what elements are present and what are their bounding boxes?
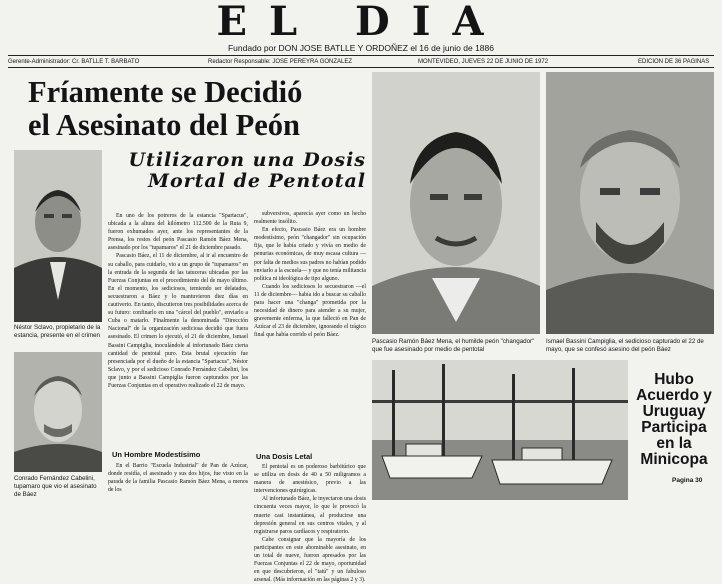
col1-paragraph-2: Pascasio Báez, el 11 de diciembre, al ir al encuentro de su caballo, para cuidarlo, vio a un grupo de "tupamaros" en la entrada de la segunda de las tatuceras ubicadas por las Fuerzas Conjuntas en el procedimiento del de mayo último. En el momento, los sediciosos, temiendo ser delatados, secuestraron a Báez y lo mantuvieron diez días en cautiverio. En tanto, discutieron tres posibilidades acerca de su futuro: confinarlo en una "cárcel del pueblo", enviarlo a Cuba o matarlo. Finalmente la denominada "Dirección Nacional" de la organización sediciosa decidió que fuera asesinado. El crimen lo ejecutó, el 21 de diciembre, Ismael Bassini Campiglia, inoculándole al infortunado Báez cierta cantidad de pentotal puro. Esta brutal ejecución fue presenciada por el dueño de la estancia "Spartacus", Néstor Sclavo, y por el sedicioso Conrado Fernández Cabelini, los que junto a Bassini Campiglia fueron capturados por las Fuerzas Conjuntas en el operativo realizado el 22 de mayo. bbox=[108, 253, 248, 389]
photo-bassini bbox=[546, 72, 714, 334]
photo-fernandez bbox=[14, 352, 102, 472]
manager-line: Gerente-Administrador: Cr. BATLLE T. BARBATO bbox=[8, 59, 140, 65]
box-line-2: Acuerdo y bbox=[636, 387, 712, 404]
caption-baez: Pascasio Ramón Báez Mena, el humilde peón "changador" que fue asesinado por medio de pentotal bbox=[372, 338, 535, 354]
masthead-rule-bottom bbox=[8, 67, 714, 68]
box-line-6: Minicopa bbox=[640, 451, 708, 468]
date-line: MONTEVIDEO, JUEVES 22 DE JUNIO DE 1972 bbox=[418, 59, 549, 65]
col2-paragraph-5: Al infortunado Báez, le inyectaron una dosis cincuenta veces mayor, lo que le provocó la muerte casi instantánea, al producirse una depresión general en sus centros vitales, y al registrarse paros cardíacos y respiratorio. bbox=[254, 496, 366, 535]
subhead-line-2: Mortal de Pentotal bbox=[147, 170, 366, 192]
article-column-1-cont bbox=[108, 462, 248, 500]
main-headline bbox=[28, 76, 368, 142]
editor-line: Redactor Responsable: JOSE PEREYRA GONZALEZ bbox=[208, 59, 353, 65]
masthead-rule-top bbox=[8, 55, 714, 56]
founded-line: Fundado por DON JOSE BATLLE Y ORDOÑEZ el 16 de junio de 1886 bbox=[227, 43, 494, 53]
col1-paragraph-3: En el Barrio "Escuela Industrial" de Pan de Azúcar, donde residía, el asesinado y sus dos hijos, fue visto en la parada de la familia Pascasio Ramón Báez Mena, a menos de los bbox=[108, 463, 248, 494]
col2-paragraph-1: subversivos, aparecía ayer como un hecho realmente insólito. bbox=[254, 211, 366, 226]
col2-paragraph-6: Cabe consignar que la mayoría de los participantes en este abominable asesinato, en un total de nueve, fueron apresados por las Fuerzas Conjuntas el 22 de mayo, oportunidad en que descubrieron, el "tatú" y un fabuloso arsenal. (Más información en las páginas 2 y 3). bbox=[254, 536, 366, 584]
box-line-3: Uruguay bbox=[642, 403, 706, 420]
caption-fernandez: Conrado Fernández Cabelini, tupamaro que vio el asesinato de Báez bbox=[14, 475, 97, 499]
col2-paragraph-3: Cuando los sediciosos lo secuestraron —el 11 de diciembre— había ido a buscar su caballo para hacer una "changa" prometida por la necesidad de dinero para atender a su mujer, gravemente enferma, la que falleció en Pan de Azúcar el 23 de diciembre, ignorando el trágico final que había corrido el peón Báez. bbox=[254, 283, 366, 339]
section-head-lethal-dose: Una Dosis Letal bbox=[256, 452, 313, 461]
box-line-1: Hubo bbox=[654, 371, 694, 388]
edition-line: EDICION DE 36 PAGINAS bbox=[638, 59, 710, 65]
article-column-2 bbox=[254, 210, 366, 446]
photo-harbor bbox=[372, 360, 628, 500]
section-head-modest: Un Hombre Modestísimo bbox=[112, 450, 201, 459]
photo-sclavo bbox=[14, 150, 102, 322]
caption-bassini: Ismael Bassini Campiglia, el sedicioso capturado el 22 de mayo, que se confesó asesino del peón Báez bbox=[546, 338, 704, 354]
col2-paragraph-4: El pentotal es un poderoso barbitúrico que se utiliza en dosis de 40 a 50 miligramos a manera de anestésico, previo a las intervenciones quirúrgicas. bbox=[254, 464, 366, 495]
headline-line-2: el Asesinato del Peón bbox=[28, 108, 300, 142]
box-line-5: en la bbox=[656, 435, 692, 452]
box-line-4: Participa bbox=[641, 419, 707, 436]
subhead-line-1: Utilizaron una Dosis bbox=[128, 149, 366, 171]
subheadline bbox=[104, 150, 366, 192]
col2-paragraph-2: En efecto, Pascasio Báez era un hombre modestísimo, peón "changador" sin ocupación fija, que le había criado y vivía en medio de penurias económicas, de muy escasa cultura —por falta de medios sus padres no habían podido enviarlo a la escuela— y que no tenía militancia política ni ideológica de tipo alguno. bbox=[254, 227, 366, 282]
article-column-1 bbox=[108, 212, 248, 468]
col1-paragraph-1: En uno de los potreros de la estancia "Spartacus", ubicada a la altura del kilómetro 112.500 de la Ruta 9, fueron exhumados ayer, ante los representantes de la Prensa, los restos del peón Pascasio Ramón Báez Mena, asesinado por los "tupamaros" el 21 de diciembre pasado. bbox=[108, 213, 248, 252]
newspaper-title: EL DIA bbox=[216, 0, 506, 45]
caption-sclavo: Néstor Sclavo, propietario de la estancia, presente en el crimen bbox=[14, 324, 101, 340]
photo-baez bbox=[372, 72, 540, 334]
article-column-2-cont bbox=[254, 463, 366, 584]
page-reference: Pagina 30 bbox=[672, 477, 703, 484]
sports-box-headline bbox=[632, 372, 716, 468]
headline-line-1: Fríamente se Decidió bbox=[28, 75, 303, 109]
